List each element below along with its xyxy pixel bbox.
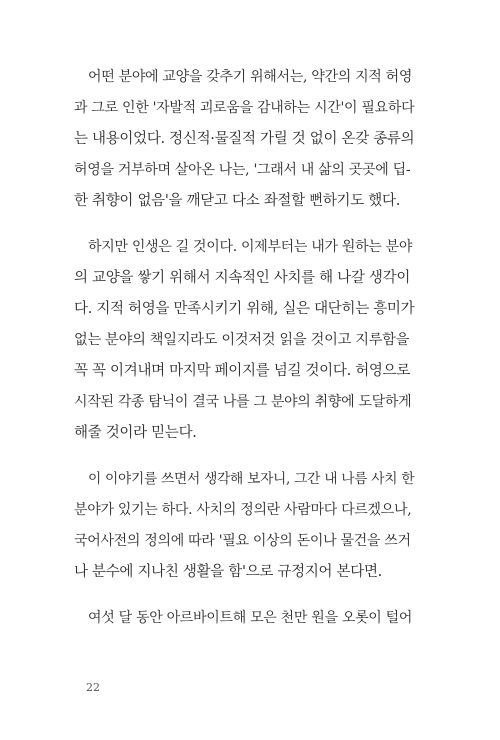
text-line: 이 이야기를 쓰면서 생각해 보자니, 그간 내 나름 사치 한: [88, 471, 415, 487]
page-number: 22: [86, 681, 100, 694]
text-line: 과 그로 인한 '자발적 괴로움을 감내하는 시간'이 필요하다: [74, 100, 415, 116]
text-line: 허영을 거부하며 살아온 나는, '그래서 내 삶의 곳곳에 딥-: [74, 162, 411, 178]
paragraph-2: [74, 232, 414, 449]
paragraph-4: [74, 603, 414, 634]
text-line: 꼭 꼭 이겨내며 마지막 페이지를 넘길 것이다. 허영으로: [74, 363, 411, 379]
text-line: 어떤 분야에 교양을 갖추기 위해서는, 약간의 지적 허영: [88, 69, 413, 85]
text-line: 는 내용이었다. 정신적·물질적 가릴 것 없이 온갖 종류의: [74, 131, 415, 147]
text-line: 다. 지적 허영을 만족시키기 위해, 실은 대단히는 흥미가: [74, 301, 415, 317]
text-line: 하지만 인생은 길 것이다. 이제부터는 내가 원하는 분야: [88, 239, 413, 255]
text-line: 분야가 있기는 하다. 사치의 정의란 사람마다 다르겠으나,: [74, 502, 412, 518]
text-line: 없는 분야의 책일지라도 이것저것 읽을 것이고 지루함을: [74, 332, 410, 348]
text-line: 국어사전의 정의에 따라 '필요 이상의 돈이나 물건을 쓰거: [74, 533, 411, 549]
text-line: 나 분수에 지나친 생활을 함'으로 규정지어 본다면.: [74, 564, 382, 580]
paragraph-3: [74, 464, 414, 588]
text-line: 의 교양을 쌓기 위해서 지속적인 사치를 해 나갈 생각이: [74, 270, 411, 286]
text-line: 시작된 각종 탐닉이 결국 나를 그 분야의 취향에 도달하게: [74, 394, 412, 410]
text-line: 한 취향이 없음'을 깨닫고 다소 좌절할 뻔하기도 했다.: [74, 193, 401, 209]
paragraph-1: [74, 62, 414, 217]
text-line: 여섯 달 동안 아르바이트해 모은 천만 원을 오롯이 털어: [88, 610, 413, 626]
text-line: 해줄 것이라 믿는다.: [74, 425, 197, 441]
